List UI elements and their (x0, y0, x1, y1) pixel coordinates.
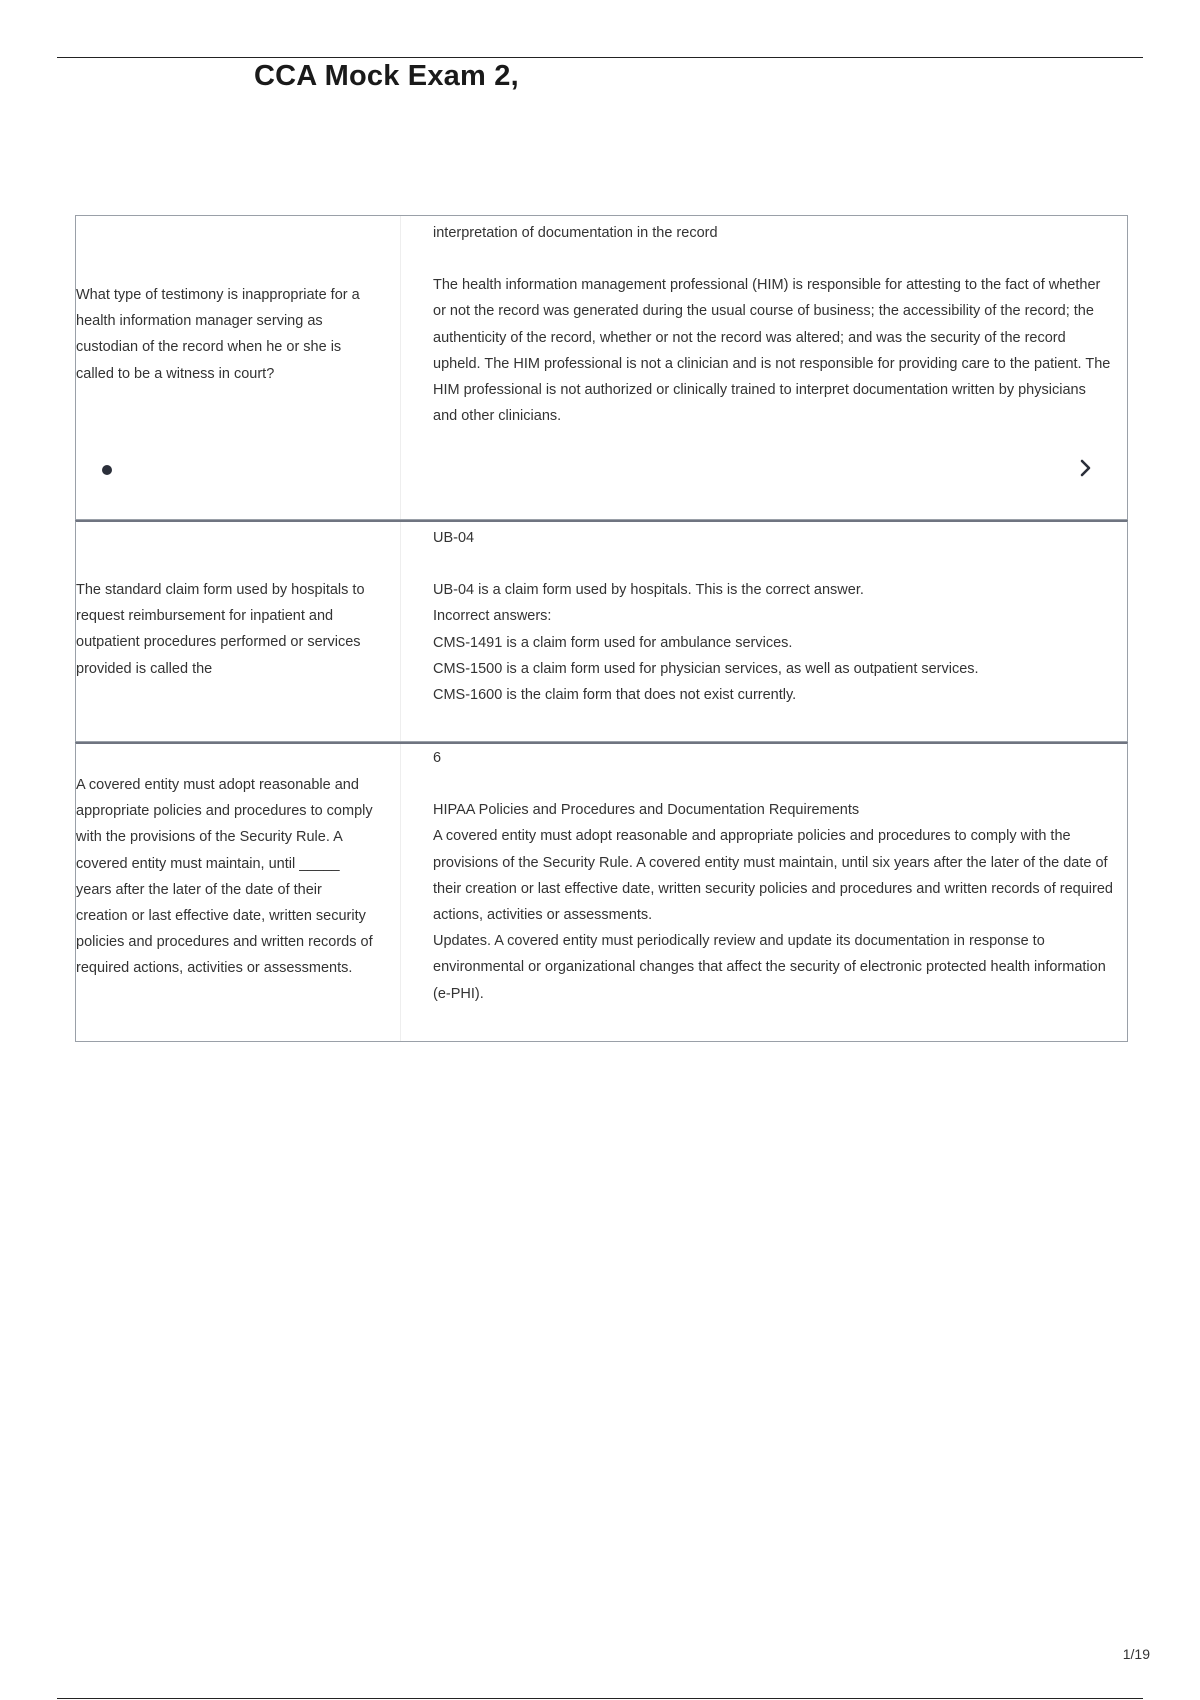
page-number: 1/19 (1122, 1646, 1150, 1662)
flashcard[interactable] (75, 215, 1128, 520)
card-divider (400, 744, 401, 1041)
card-question: A covered entity must adopt reasonable and appropriate policies and procedures to comply with the provisions of the Security Rule. A covered entity must maintain, until _____ years after the later of the date of their creation or last effective date, written security policies and procedures and written records of required actions, activities or assessments. (76, 777, 373, 977)
bottom-rule (57, 1698, 1143, 1699)
card-answer: interpretation of documentation in the record (433, 225, 718, 241)
flashcard[interactable] (75, 520, 1128, 742)
card-answer-block (433, 745, 1113, 1007)
card-answer: 6 (433, 750, 442, 766)
card-answer-block (433, 220, 1113, 429)
card-divider (400, 216, 401, 519)
card-explanation: UB-04 is a claim form used by hospitals. This is the correct answer. Incorrect answers: CMS-1491 is a claim form used for ambulance services. CMS-1500 is a claim form used for physician services, as well as outpatient services. CMS-1600 is the claim form that does not exist currently. (433, 582, 979, 704)
card-answer: UB-04 (433, 530, 475, 546)
dot-icon (102, 465, 112, 475)
card-explanation: HIPAA Policies and Procedures and Documentation Requirements A covered entity must adopt reasonable and appropriate policies and procedures to comply with the provisions of the Security Rule. A covered entity must maintain, until six years after the later of the date of their creation or last effective date, written security policies and procedures and written records of required actions, activities or assessments. Updates. A covered entity must periodically review and update its documentation in response to environmental or organizational changes that affect the security of electronic protected health information (e-PHI). (433, 802, 1113, 1002)
card-question: The standard claim form used by hospitals to request reimbursement for inpatient and outpatient procedures performed or services provided is called the (76, 582, 365, 677)
flashcard[interactable] (75, 742, 1128, 1042)
chevron-right-icon[interactable] (1073, 456, 1097, 480)
top-rule (57, 57, 1143, 58)
page-title: CCA Mock Exam 2, (254, 60, 519, 92)
card-question: What type of testimony is inappropriate for a health information manager serving as custodian of the record when he or she is called to be a witness in court? (76, 287, 360, 382)
card-answer-block (433, 525, 1113, 708)
card-divider (400, 522, 401, 741)
card-explanation: The health information management professional (HIM) is responsible for attesting to the fact of whether or not the record was generated during the usual course of business; the accessibility of the record; the authenticity of the record, whether or not the record was altered; and was the security of the record upheld. The HIM professional is not a clinician and is not responsible for providing care to the patient. The HIM professional is not authorized or clinically trained to interpret documentation written by physicians and other clinicians. (433, 277, 1111, 425)
